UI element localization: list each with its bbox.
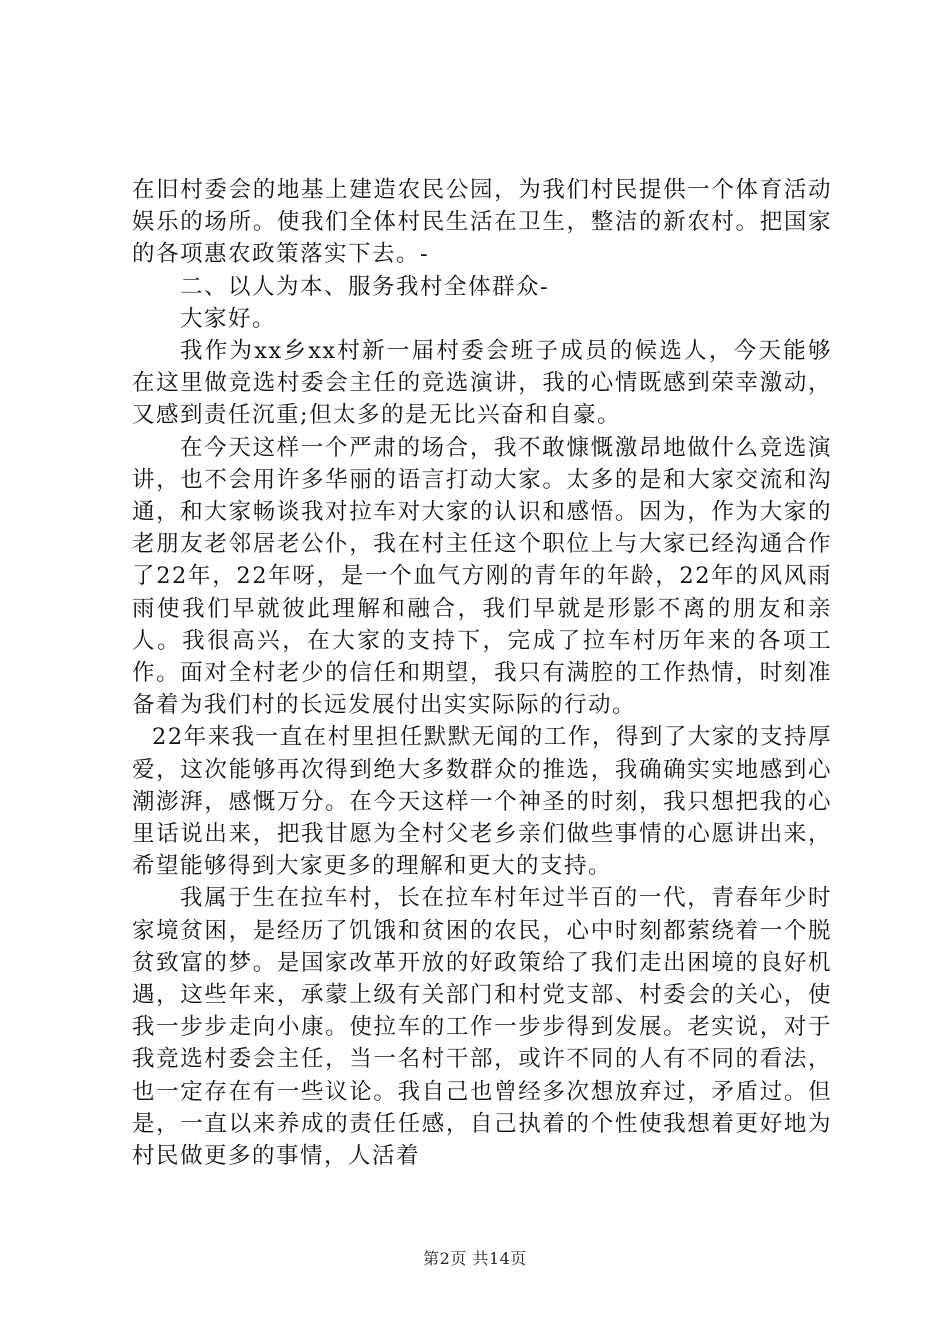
- document-body: [132, 174, 832, 1172]
- paragraph-park-plan: 在旧村委会的地基上建造农民公园，为我们村民提供一个体育活动娱乐的场所。使我们全体村民生活在卫生，整洁的新农村。把国家的各项惠农政策落实下去。-: [132, 177, 832, 268]
- paragraph-22-years: 22年来我一直在村里担任默默无闻的工作，得到了大家的支持厚爱，这次能够再次得到绝大多数群众的推选，我确确实实地感到心潮澎湃，感慨万分。在今天这样一个神圣的时刻，我只想把我的心里话说出来，把我甘愿为全村父老乡亲们做些事情的心愿讲出来，希望能够得到大家更多的理解和更大的支持。: [132, 724, 832, 880]
- paragraph-background: 我属于生在拉车村，长在拉车村年过半百的一代，青春年少时家境贫困，是经历了饥饿和贫困的农民，心中时刻都萦绕着一个脱贫致富的梦。是国家改革开放的好政策给了我们走出困境的良好机遇，这些年来，承蒙上级有关部门和村党支部、村委会的关心，使我一步步走向小康。使拉车的工作一步步得到发展。老实说，对于我竞选村委会主任，当一名村干部，或许不同的人有不同的看法，也一定存在有一些议论。我自己也曾经多次想放弃过，矛盾过。但是，一直以来养成的责任任感，自己执着的个性使我想着更好地为村民做更多的事情，人活着: [132, 885, 832, 1170]
- paragraph-section-heading: 二、以人为本、服务我村全体群众-: [180, 273, 550, 300]
- paragraph-greeting: 大家好。: [180, 305, 277, 332]
- page-number-footer: 第2页 共14页: [423, 1249, 527, 1268]
- paragraph-introduction: 我作为xx乡xx村新一届村委会班子成员的候选人，今天能够在这里做竞选村委会主任的竞选演讲，我的心情既感到荣幸激动，又感到责任沉重;但太多的是无比兴奋和自豪。: [132, 338, 832, 429]
- paragraph-occasion: 在今天这样一个严肃的场合，我不敢慷慨激昂地做什么竞选演讲，也不会用许多华丽的语言打动大家。太多的是和大家交流和沟通，和大家畅谈我对拉车对大家的认识和感悟。因为，作为大家的老朋友老邻居老公仆，我在村主任这个职位上与大家已经沟通合作了22年，22年呀，是一个血气方刚的青年的年龄，22年的风风雨雨使我们早就彼此理解和融合，我们早就是形影不离的朋友和亲人。我很高兴，在大家的支持下，完成了拉车村历年来的各项工作。面对全村老少的信任和期望，我只有满腔的工作热情，时刻准备着为我们村的长远发展付出实实际际的行动。: [132, 434, 832, 719]
